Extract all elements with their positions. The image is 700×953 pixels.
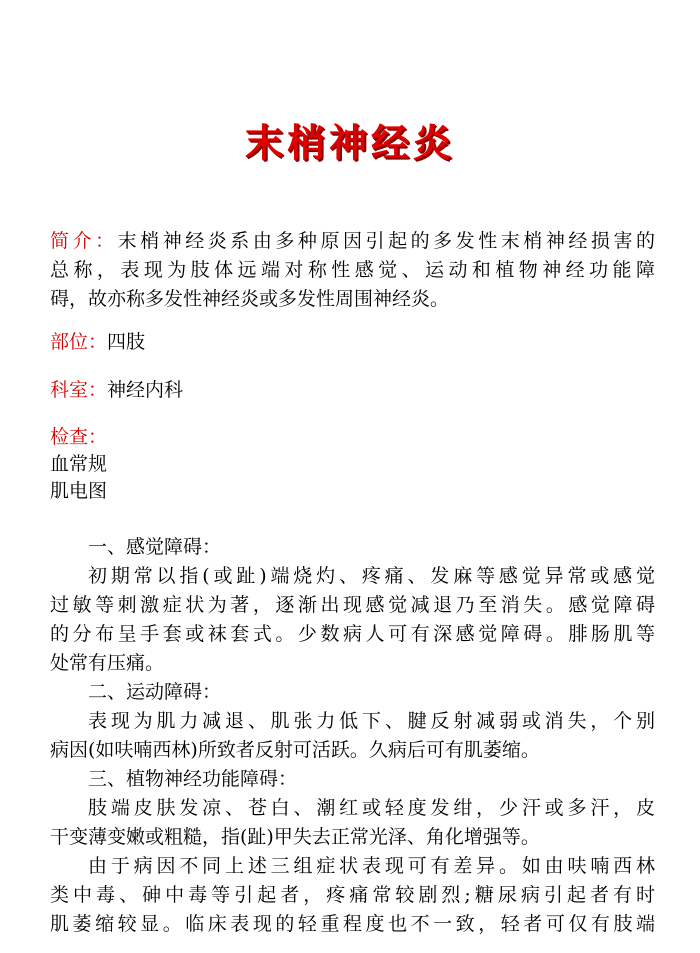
body-line: 过敏等刺激症状为著，逐渐出现感觉减退乃至消失。感觉障碍 [50,594,655,616]
intro-section [50,227,655,314]
examination-label: 检查： [50,426,108,448]
body-line: 由于病因不同上述三组症状表现可有差异。如由呋喃西林 [88,855,655,877]
location-value: 四肢 [107,331,146,353]
department-label: 科室： [50,379,108,401]
location-section [50,328,655,357]
intro-line: 碍，故亦称多发性神经炎或多发性周围神经炎。 [50,288,450,310]
body-line: 初期常以指(或趾)端烧灼、疼痛、发麻等感觉异常或感觉 [88,565,655,587]
body-line: 的分布呈手套或袜套式。少数病人可有深感觉障碍。腓肠肌等 [50,623,655,645]
department-value: 神经内科 [107,379,184,401]
exam-item: 血常规 [50,453,108,475]
body-line: 类中毒、砷中毒等引起者，疼痛常较剧烈;糖尿病引起者有时 [50,884,655,906]
exam-item: 肌电图 [50,480,108,502]
section-heading: 三、植物神经功能障碍： [88,768,298,790]
department-section [50,376,655,405]
body-line: 肌萎缩较显。临床表现的轻重程度也不一致，轻者可仅有肢端 [50,913,655,935]
body-line: 干变薄变嫩或粗糙，指(趾)甲失去正常光泽、角化增强等。 [50,826,540,848]
location-label: 部位： [50,331,108,353]
body-line: 肢端皮肤发凉、苍白、潮红或轻度发绀，少汗或多汗，皮 [88,797,655,819]
examination-section [50,424,655,505]
body-line: 病因(如呋喃西林)所致者反射可活跃。久病后可有肌萎缩。 [50,739,540,761]
body-text [50,533,655,939]
body-line: 处常有压痛。 [50,652,165,674]
body-line: 表现为肌力减退、肌张力低下、腱反射减弱或消失，个别 [88,710,655,732]
section-heading: 一、感觉障碍： [88,536,222,558]
page-title: 末梢神经炎 [244,121,455,165]
intro-line: 总称，表现为肢体远端对称性感觉、运动和植物神经功能障 [50,259,655,281]
section-heading: 二、运动障碍： [88,681,222,703]
intro-label: 简介： [50,230,118,252]
intro-line: 简介：末梢神经炎系由多种原因引起的多发性末梢神经损害的 [50,230,655,252]
